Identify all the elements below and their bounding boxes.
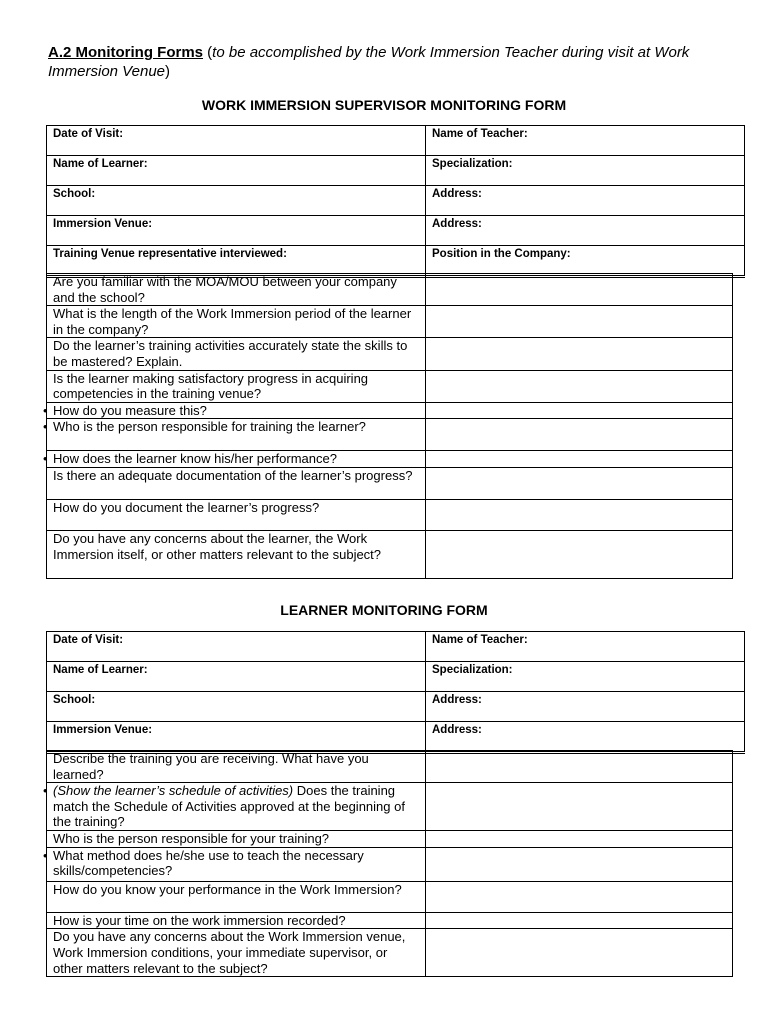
table-row xyxy=(47,246,745,277)
answer-cell[interactable] xyxy=(426,451,733,468)
learner-form-title: LEARNER MONITORING FORM xyxy=(280,602,488,618)
info-label: School: xyxy=(47,692,426,722)
info-label: Address: xyxy=(426,692,745,722)
question-bullet-item xyxy=(43,451,426,468)
info-label: Position in the Company: xyxy=(426,246,745,277)
table-row xyxy=(47,499,733,530)
bullet-icon: • xyxy=(43,783,48,799)
answer-cell[interactable] xyxy=(426,306,733,338)
answer-cell[interactable] xyxy=(426,530,733,578)
question-text: Is the learner making satisfactory progress in acquiring competencies in the training venue? xyxy=(47,370,426,402)
answer-cell[interactable] xyxy=(426,831,733,848)
info-label: Address: xyxy=(426,216,745,246)
question-bullet-item xyxy=(43,847,426,881)
table-row xyxy=(47,831,733,848)
question-bullet-item xyxy=(43,419,426,451)
answer-cell[interactable] xyxy=(426,783,733,831)
answer-cell[interactable] xyxy=(426,847,733,881)
table-row xyxy=(47,722,745,753)
supervisor-info-table xyxy=(46,125,745,278)
bullet-icon: • xyxy=(43,419,48,435)
info-label: Specialization: xyxy=(426,662,745,692)
table-row xyxy=(47,751,733,783)
answer-cell[interactable] xyxy=(426,338,733,370)
info-label: School: xyxy=(47,186,426,216)
answer-cell[interactable] xyxy=(426,929,733,977)
answer-cell[interactable] xyxy=(426,912,733,929)
info-label: Immersion Venue: xyxy=(47,722,426,753)
table-row xyxy=(47,662,745,692)
table-row xyxy=(47,451,733,468)
question-text: How do you know your performance in the Work Immersion? xyxy=(47,881,426,912)
section-heading xyxy=(48,43,728,81)
info-label: Name of Teacher: xyxy=(426,126,745,156)
table-row xyxy=(47,912,733,929)
answer-cell[interactable] xyxy=(426,467,733,499)
supervisor-form-title: WORK IMMERSION SUPERVISOR MONITORING FORM xyxy=(201,97,567,113)
answer-cell[interactable] xyxy=(426,881,733,912)
table-row xyxy=(47,216,745,246)
learner-questions-table xyxy=(43,750,733,977)
question-text: How does the learner know his/her performance? xyxy=(53,451,337,467)
question-text: How do you measure this? xyxy=(53,402,207,418)
question-text: Describe the training you are receiving. What have you learned? xyxy=(47,751,426,783)
question-text: Is there an adequate documentation of the learner’s progress? xyxy=(47,467,426,499)
info-label: Immersion Venue: xyxy=(47,216,426,246)
question-text: Are you familiar with the MOA/MOU between your company and the school? xyxy=(47,274,426,306)
table-row xyxy=(47,632,745,662)
info-label: Address: xyxy=(426,186,745,216)
table-row xyxy=(47,467,733,499)
question-bullet-item xyxy=(43,402,426,419)
table-row xyxy=(47,530,733,578)
table-row xyxy=(47,419,733,451)
question-text: How is your time on the work immersion recorded? xyxy=(47,912,426,929)
bullet-icon: • xyxy=(43,402,48,418)
info-label: Training Venue representative interviewed: xyxy=(47,246,426,277)
answer-cell[interactable] xyxy=(426,751,733,783)
bullet-icon: • xyxy=(43,451,48,467)
info-label: Date of Visit: xyxy=(47,632,426,662)
question-text: Do you have any concerns about the learner, the Work Immersion itself, or other matters relevant to the subject? xyxy=(47,530,426,578)
table-row xyxy=(47,274,733,306)
question-text: What method does he/she use to teach the necessary skills/competencies? xyxy=(53,847,364,879)
info-label: Name of Teacher: xyxy=(426,632,745,662)
note-open-paren: ( xyxy=(203,44,213,61)
section-note: to be accomplished by the Work Immersion Teacher during visit at Work Immersion Venue xyxy=(48,44,690,80)
table-row xyxy=(47,783,733,831)
table-row xyxy=(47,929,733,977)
note-close-paren: ) xyxy=(165,63,170,80)
question-text: How do you document the learner’s progress? xyxy=(47,499,426,530)
table-row xyxy=(47,692,745,722)
table-row xyxy=(47,186,745,216)
info-label: Address: xyxy=(426,722,745,753)
bullet-icon: • xyxy=(43,847,48,863)
table-row xyxy=(47,881,733,912)
table-row xyxy=(47,338,733,370)
answer-cell[interactable] xyxy=(426,499,733,530)
answer-cell[interactable] xyxy=(426,419,733,451)
answer-cell[interactable] xyxy=(426,402,733,419)
info-label: Specialization: xyxy=(426,156,745,186)
answer-cell[interactable] xyxy=(426,370,733,402)
question-text: Who is the person responsible for training the learner? xyxy=(53,419,366,435)
table-row xyxy=(47,402,733,419)
table-row xyxy=(47,126,745,156)
info-label: Name of Learner: xyxy=(47,156,426,186)
question-text: Who is the person responsible for your training? xyxy=(47,831,426,848)
question-text: Do the learner’s training activities accurately state the skills to be mastered? Explain. xyxy=(47,338,426,370)
info-label: Date of Visit: xyxy=(47,126,426,156)
question-text: What is the length of the Work Immersion period of the learner in the company? xyxy=(47,306,426,338)
table-row xyxy=(47,306,733,338)
question-text: Does the training match the Schedule of Activities approved at the beginning of the training? xyxy=(53,783,405,830)
question-text: Do you have any concerns about the Work Immersion venue, Work Immersion conditions, your immediate supervisor, or other matters relevant to the subject? xyxy=(47,929,426,977)
question-instruction: (Show the learner’s schedule of activities) xyxy=(53,783,294,799)
question-bullet-item xyxy=(43,783,426,831)
table-row xyxy=(47,370,733,402)
learner-info-table xyxy=(46,631,745,754)
supervisor-questions-table xyxy=(43,273,733,579)
info-label: Name of Learner: xyxy=(47,662,426,692)
table-row xyxy=(47,847,733,881)
section-title: A.2 Monitoring Forms xyxy=(48,44,203,61)
table-row xyxy=(47,156,745,186)
answer-cell[interactable] xyxy=(426,274,733,306)
